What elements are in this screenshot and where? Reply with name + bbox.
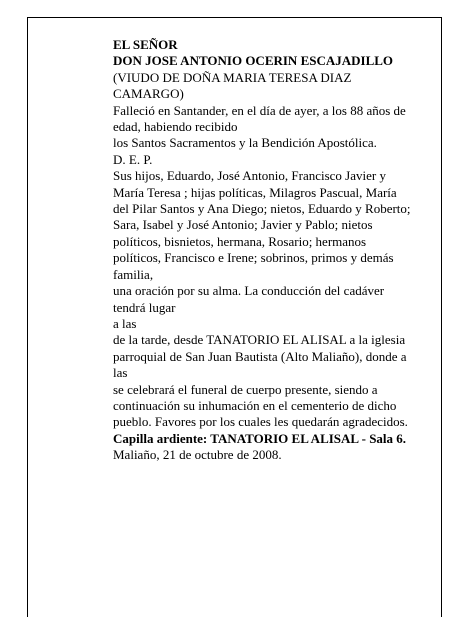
chapel-info: Capilla ardiente: TANATORIO EL ALISAL - Sala 6. (113, 430, 407, 446)
funeral-details: se celebrará el funeral de cuerpo presente, siendo a continuación su inhumación en el cementerio de dicho pueblo. Favores por los cuales les quedarán agradecidos. (113, 381, 408, 430)
family-list: Sus hijos, Eduardo, José Antonio, Francisco Javier y María Teresa ; hijas políticas, Milagros Pascual, María del Pilar Santos y Ana Diego; nietos, Eduardo y Roberto; Sara, Isabel y José Antonio; Javier y Pablo; nietos políticos, bisnietos, hermana, Rosario; hermanos políticos, Francisco e Irene; sobrinos, primos y demás familia, (113, 168, 411, 282)
obituary-notice (113, 37, 413, 464)
procession-details: de la tarde, desde TANATORIO EL ALISAL a la iglesia parroquial de San Juan Bautista (Alto Maliaño), donde a las (113, 332, 407, 381)
dep-line: D. E. P. (113, 151, 153, 167)
header-title: EL SEÑOR (113, 37, 178, 52)
time-line: a las (113, 315, 137, 331)
prayer-request: una oración por su alma. La conducción del cadáver tendrá lugar (113, 283, 385, 315)
deceased-name: DON JOSE ANTONIO OCERIN ESCAJADILLO (113, 53, 394, 69)
widower-line: (VIUDO DE DOÑA MARIA TERESA DIAZ CAMARGO) (113, 69, 352, 102)
sacraments-line: los Santos Sacramentos y la Bendición Apostólica. (113, 135, 377, 151)
date-line: Maliaño, 21 de octubre de 2008. (113, 447, 282, 463)
death-announcement: Falleció en Santander, en el día de ayer, a los 88 años de edad, habiendo recibido (113, 102, 406, 135)
